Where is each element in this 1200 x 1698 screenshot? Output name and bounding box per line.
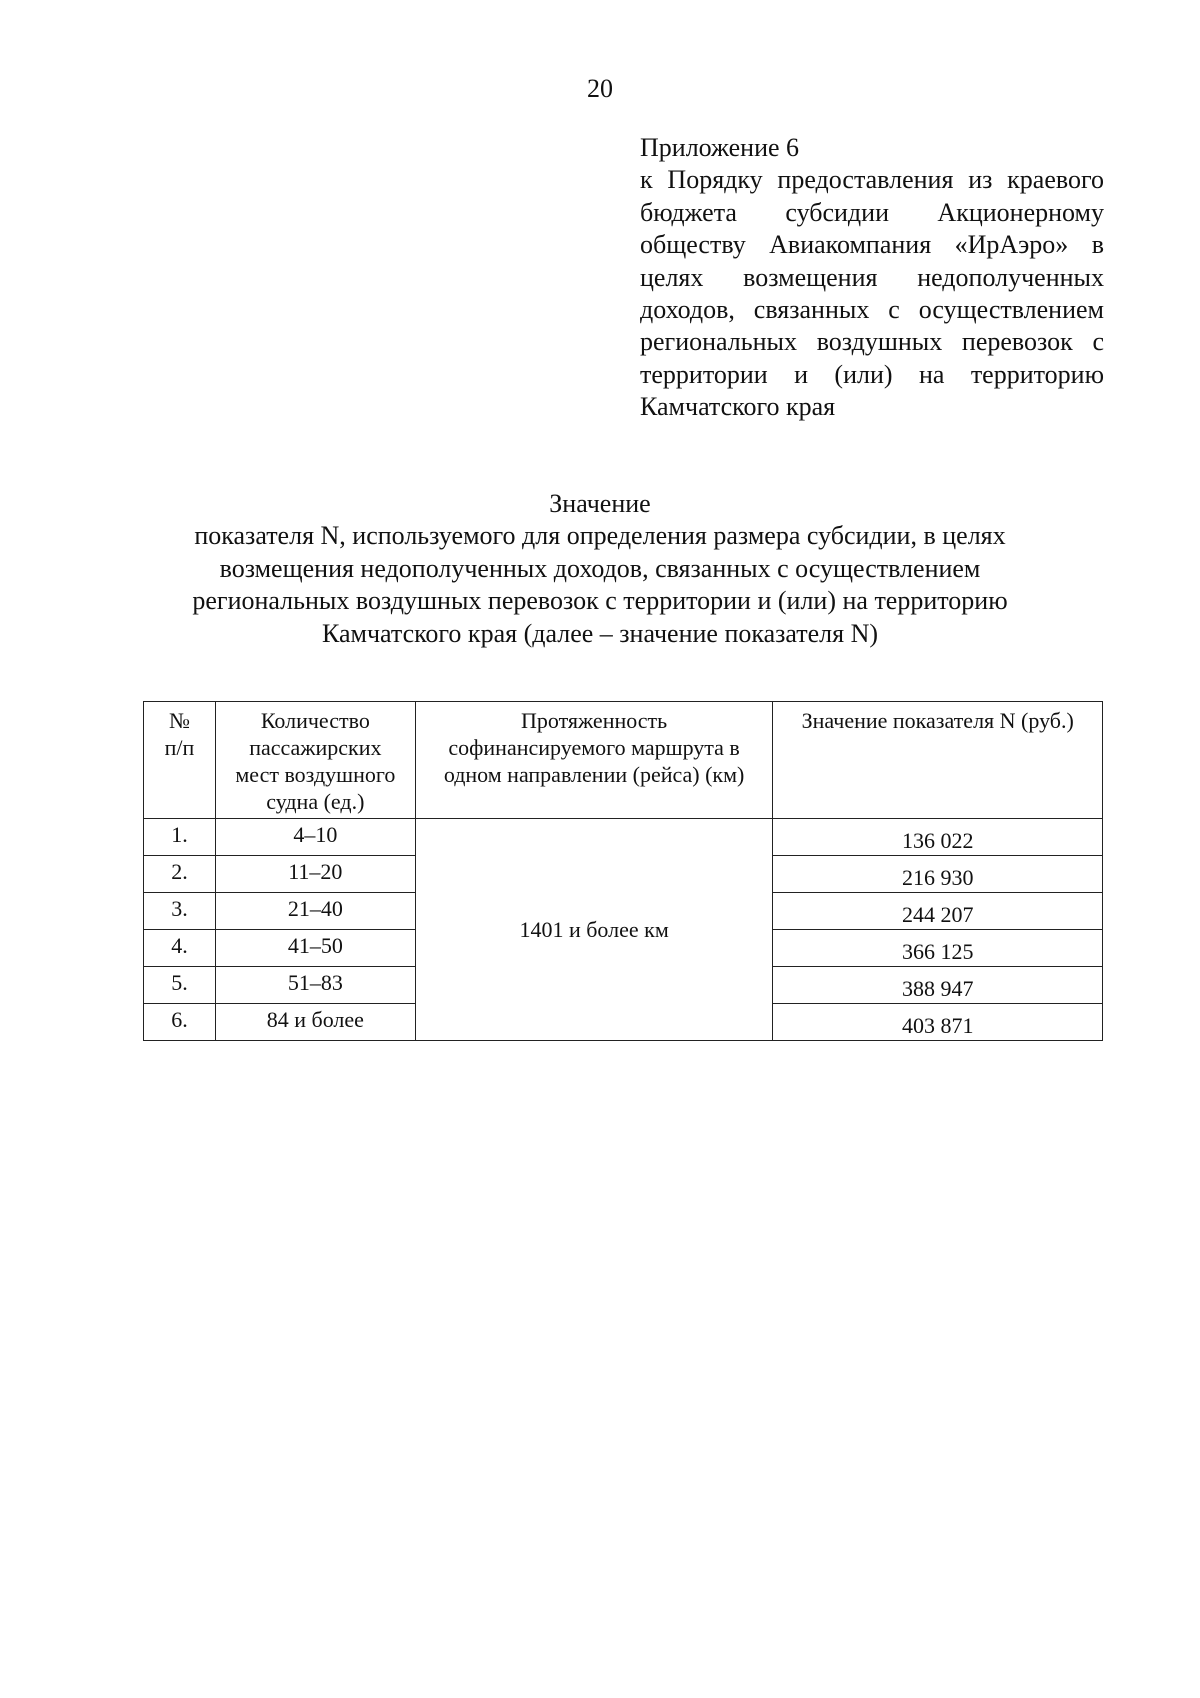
row-seats: 51–83 bbox=[215, 967, 415, 1004]
row-seats: 84 и более bbox=[215, 1004, 415, 1041]
appendix-line: региональных воздушных перевозок с bbox=[640, 327, 1104, 357]
header-length-line: софинансируемого маршрута в bbox=[448, 735, 740, 760]
document-heading bbox=[100, 488, 1100, 650]
appendix-line: бюджета субсидии Акционерному bbox=[640, 197, 1104, 227]
row-value: 366 125 bbox=[773, 930, 1103, 967]
row-seats: 11–20 bbox=[215, 856, 415, 893]
row-num: 6. bbox=[144, 1004, 216, 1041]
appendix-title: Приложение 6 bbox=[640, 133, 800, 162]
header-num-line: п/п bbox=[164, 735, 195, 760]
appendix-line: Камчатского края bbox=[640, 392, 836, 422]
indicator-table bbox=[143, 701, 1103, 1041]
row-value: 403 871 bbox=[773, 1004, 1103, 1041]
header-num-line: № bbox=[168, 708, 190, 733]
header-length-line: Протяженность bbox=[520, 708, 668, 733]
header-value-line: Значение показателя N (руб.) bbox=[801, 708, 1074, 733]
row-seats: 4–10 bbox=[215, 819, 415, 856]
appendix-block bbox=[640, 132, 1104, 424]
heading-line: Камчатского края (далее – значение показателя N) bbox=[321, 618, 879, 648]
page-number: 20 bbox=[587, 74, 613, 103]
appendix-line: доходов, связанных с осуществлением bbox=[640, 295, 1104, 325]
row-seats: 21–40 bbox=[215, 893, 415, 930]
heading-title: Значение bbox=[549, 489, 651, 518]
appendix-line: территории и (или) на территорию bbox=[640, 359, 1104, 389]
heading-line: возмещения недополученных доходов, связанных с осуществлением bbox=[219, 553, 981, 583]
header-seats-line: пассажирских bbox=[249, 735, 382, 760]
row-num: 3. bbox=[144, 893, 216, 930]
header-seats-line: судна (ед.) bbox=[266, 789, 365, 814]
header-num bbox=[144, 702, 216, 819]
row-value: 244 207 bbox=[773, 893, 1103, 930]
row-value: 388 947 bbox=[773, 967, 1103, 1004]
table-row bbox=[144, 819, 1103, 856]
header-value bbox=[773, 702, 1103, 819]
header-seats bbox=[215, 702, 415, 819]
row-num: 1. bbox=[144, 819, 216, 856]
row-num: 2. bbox=[144, 856, 216, 893]
row-seats: 41–50 bbox=[215, 930, 415, 967]
heading-line: региональных воздушных перевозок с территории и (или) на территорию bbox=[192, 586, 1008, 616]
header-length bbox=[415, 702, 773, 819]
route-length-cell: 1401 и более км bbox=[415, 819, 773, 1041]
header-length-line: одном направлении (рейса) (км) bbox=[443, 762, 745, 787]
table-header-row bbox=[144, 702, 1103, 819]
row-num: 5. bbox=[144, 967, 216, 1004]
header-seats-line: мест воздушного bbox=[235, 762, 396, 787]
appendix-line: целях возмещения недополученных bbox=[640, 262, 1104, 292]
appendix-line: обществу Авиакомпания «ИрАэро» в bbox=[640, 230, 1104, 260]
row-value: 136 022 bbox=[773, 819, 1103, 856]
appendix-line: к Порядку предоставления из краевого bbox=[640, 165, 1104, 195]
row-num: 4. bbox=[144, 930, 216, 967]
row-value: 216 930 bbox=[773, 856, 1103, 893]
heading-line: показателя N, используемого для определения размера субсидии, в целях bbox=[194, 521, 1006, 551]
header-seats-line: Количество bbox=[260, 708, 370, 733]
